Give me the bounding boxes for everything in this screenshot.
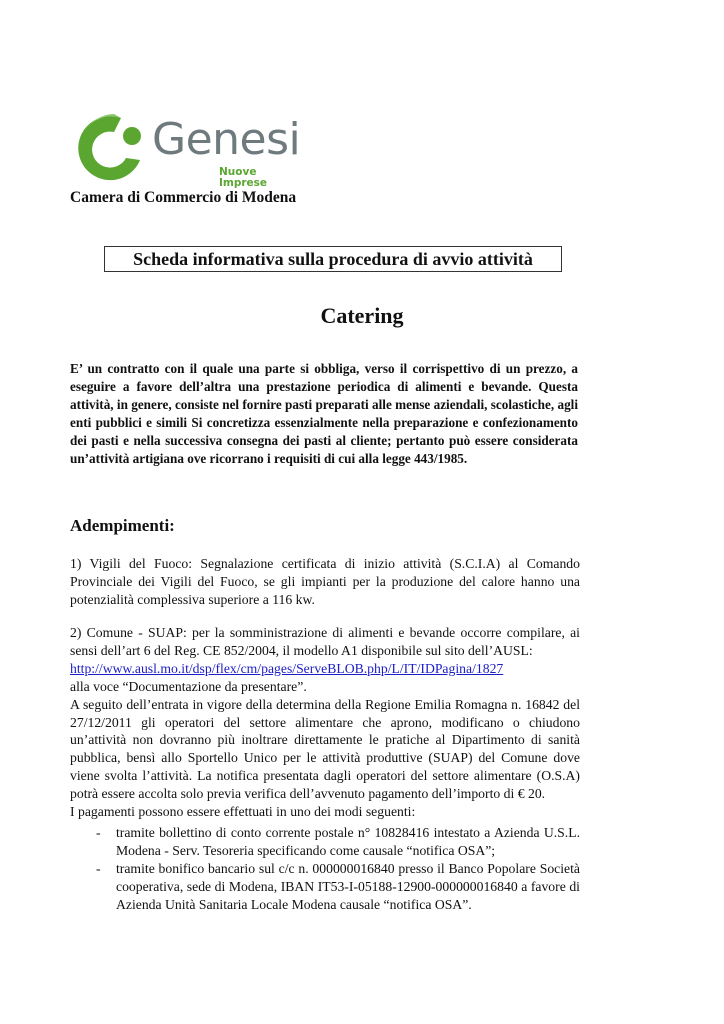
bullet-dash: -: [96, 825, 101, 840]
logo-tagline: Nuove Imprese: [219, 166, 268, 189]
payment-method-text: tramite bollettino di conto corrente postale n° 10828416 intestato a Azienda U.S.L. Modena - Serv. Tesoreria specificando come causale “notifica OSA”;: [116, 825, 580, 858]
genesi-logo: [74, 108, 304, 188]
chamber-name: Camera di Commercio di Modena: [70, 189, 297, 206]
genesi-swirl-icon: [74, 108, 154, 188]
payment-method-text: tramite bonifico bancario sul c/c n. 000000016840 presso il Banco Popolare Società cooperativa, sede di Modena, IBAN IT53-I-05188-12900-000000016840 a favore di Azienda Unità Sanitaria Locale Modena causale “notifica OSA”.: [116, 860, 580, 912]
bullet-dash: -: [96, 860, 101, 876]
requirement-suap: [70, 624, 580, 821]
intro-paragraph: E’ un contratto con il quale una parte si obbliga, verso il corrispettivo di un prezzo, a eseguire a favore dell’altra una prestazione periodica di alimenti e bevande. Questa attività, in genere, consiste nel fornire pasti preparati alle mense aziendali, scolastiche, agli enti pubblici e simili Si concretizza essenzialmente nella preparazione e confezionamento dei pasti e nella successiva consegna dei pasti al cliente; pertanto può essere considerata un’attività artigiana ove ricorrano i requisiti di cui alla legge 443/1985.: [70, 361, 578, 467]
list-item: [70, 860, 580, 914]
info-sheet-title: Scheda informativa sulla procedura di avvio attività: [104, 246, 562, 272]
adempimenti-heading: Adempimenti:: [70, 516, 175, 535]
payment-methods-list: [70, 824, 580, 914]
suap-body: A seguito dell’entrata in vigore della determina della Regione Emilia Romagna n. 16842 del 27/12/2011 gli operatori del settore alimentare che aprono, modificano o chiudono un’attività non dovranno più inoltrare direttamente le pratiche al Dipartimento di sanità pubblica, bensì allo Sportello Unico per le attività produttive (SUAP) del Comune dove viene svolta l’attività. La notifica presentata dagli operatori del settore alimentare (O.S.A) potrà essere accolta solo previa verifica dell’avvenuto pagamento dell’importo di € 20.: [70, 696, 580, 802]
logo-wordmark: Genesi: [152, 114, 301, 165]
payments-intro: I pagamenti possono essere effettuati in uno dei modi seguenti:: [70, 804, 416, 820]
suap-intro: 2) Comune - SUAP: per la somministrazione di alimenti e bevande occorre compilare, ai sensi dell’art 6 del Reg. CE 852/2004, il modello A1 disponibile sul sito dell’AUSL:: [70, 625, 580, 658]
page-title: Catering: [320, 303, 404, 328]
requirement-vigili-fuoco: 1) Vigili del Fuoco: Segnalazione certificata di inizio attività (S.C.I.A) al Comando Provinciale dei Vigili del Fuoco, se gli impianti per la produzione del calore hanno una potenzialità complessiva superiore a 116 kw.: [70, 556, 580, 607]
list-item: [70, 824, 580, 860]
ausl-link[interactable]: http://www.ausl.mo.it/dsp/flex/cm/pages/ServeBLOB.php/L/IT/IDPagina/1827: [70, 660, 504, 676]
suap-link-note: alla voce “Documentazione da presentare”.: [70, 678, 307, 694]
